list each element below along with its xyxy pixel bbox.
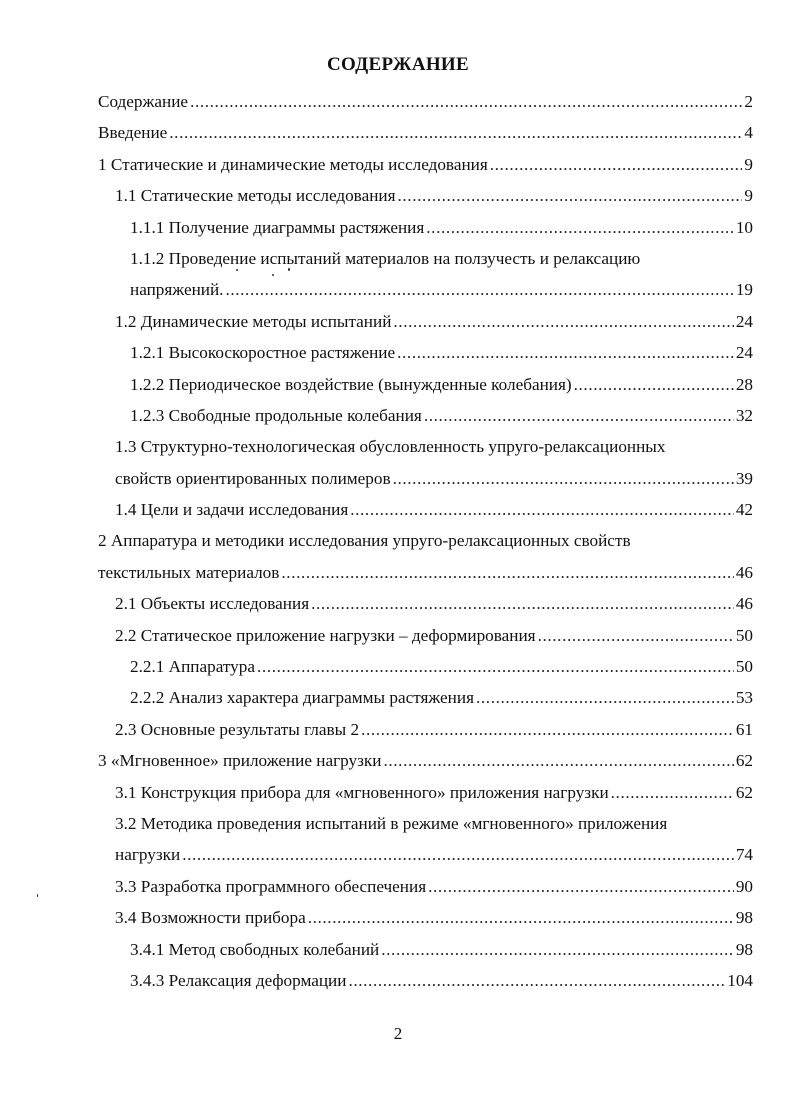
toc-entry-row: [115, 494, 753, 525]
toc-entry[interactable]: [98, 494, 753, 525]
toc-entry-row: [98, 86, 753, 117]
toc-entry-row: [115, 902, 753, 933]
toc-entry[interactable]: [98, 682, 753, 713]
toc-entry-row: [115, 871, 753, 902]
toc-entry-row: [130, 965, 753, 996]
dot-leader: [383, 745, 733, 776]
dot-leader: [169, 117, 742, 148]
toc-entry-page: 53: [735, 688, 753, 708]
toc-entry[interactable]: [98, 871, 753, 902]
toc-entry[interactable]: [98, 745, 753, 776]
toc-entry-title-line: 3.2 Методика проведения испытаний в режиме «мгновенного» приложения: [115, 813, 668, 833]
toc-entry-title: 2.2.1 Аппаратура: [130, 657, 255, 677]
toc-entry-title: 1.4 Цели и задачи исследования: [115, 500, 349, 520]
toc-entry-page: 98: [735, 908, 753, 928]
toc-entry-row: [98, 117, 753, 148]
toc-entry-row: [115, 714, 753, 745]
page-number: 2: [393, 1024, 403, 1043]
dot-leader: [424, 400, 734, 431]
toc-entry-title: 1.2.2 Периодическое воздействие (вынужденные колебания): [130, 374, 572, 394]
toc-entry-row: [115, 839, 753, 870]
toc-entry-page: 50: [735, 625, 753, 645]
toc-entry-title: 1.1 Статические методы исследования: [115, 186, 396, 206]
toc-entry[interactable]: [98, 369, 753, 400]
toc-entry[interactable]: [98, 651, 753, 682]
toc-entry-row: [130, 934, 753, 965]
toc-entry-page: 50: [735, 657, 753, 677]
toc-entry[interactable]: [98, 588, 753, 619]
toc-entry-row: [98, 149, 753, 180]
toc-entry-page: 9: [744, 154, 753, 174]
dot-leader: [257, 651, 734, 682]
toc-entry-title: 1.2.3 Свободные продольные колебания: [130, 405, 422, 425]
toc-entry[interactable]: [98, 431, 753, 494]
table-of-contents: [98, 86, 753, 996]
dot-leader: [476, 682, 734, 713]
toc-entry[interactable]: [98, 777, 753, 808]
toc-entry-title: 2.2.2 Анализ характера диаграммы растяжения: [130, 688, 474, 708]
toc-entry[interactable]: [98, 86, 753, 117]
dot-leader: [428, 871, 734, 902]
dot-leader: [308, 902, 734, 933]
toc-entry[interactable]: [98, 620, 753, 651]
toc-entry-page: 46: [735, 594, 753, 614]
toc-entry-page: 98: [735, 939, 753, 959]
toc-entry-title: 1 Статические и динамические методы исследования: [98, 154, 488, 174]
dot-leader: [490, 149, 743, 180]
toc-entry-page: 24: [735, 311, 753, 331]
toc-entry-page: 28: [735, 374, 753, 394]
toc-entry-title: 3.4.3 Релаксация деформации: [130, 970, 347, 990]
toc-entry-title: 3.4.1 Метод свободных колебаний: [130, 939, 380, 959]
toc-entry-row: [130, 212, 753, 243]
scan-speck: [272, 274, 274, 276]
toc-entry-page: 2: [744, 92, 753, 111]
toc-entry[interactable]: [98, 212, 753, 243]
toc-entry-page: 9: [744, 186, 753, 206]
toc-entry-row: [130, 337, 753, 368]
toc-entry-title: напряжений.: [130, 280, 224, 300]
scan-speck: [288, 268, 290, 271]
toc-entry-page: 39: [735, 468, 753, 488]
scan-speck: [37, 894, 38, 897]
dot-leader: [393, 463, 734, 494]
toc-entry-page: 4: [744, 123, 753, 143]
toc-entry-row: [130, 369, 753, 400]
toc-entry-page: 42: [735, 500, 753, 520]
dot-leader: [538, 620, 734, 651]
toc-entry-row: [115, 777, 753, 808]
toc-entry-row: [98, 745, 753, 776]
toc-entry[interactable]: [98, 306, 753, 337]
dot-leader: [182, 839, 734, 870]
toc-entry-title: Содержание: [98, 92, 189, 111]
toc-entry-title: нагрузки: [115, 845, 181, 865]
toc-entry-title: 2.1 Объекты исследования: [115, 594, 310, 614]
toc-entry-page: 24: [735, 343, 753, 363]
toc-entry-title: 3.3 Разработка программного обеспечения: [115, 876, 427, 896]
toc-entry-title: текстильных материалов: [98, 562, 280, 582]
toc-entry[interactable]: [98, 714, 753, 745]
dot-leader: [393, 306, 733, 337]
toc-entry[interactable]: [98, 117, 753, 148]
toc-entry-row: [130, 274, 753, 305]
toc-entry-row: [115, 620, 753, 651]
scan-speck: [236, 269, 238, 271]
toc-entry-title-line: 1.3 Структурно-технологическая обусловленность упруго-релаксационных: [115, 437, 666, 457]
toc-entry-title: 1.2 Динамические методы испытаний: [115, 311, 392, 331]
toc-entry-title-line: 2 Аппаратура и методики исследования упруго-релаксационных свойств: [98, 531, 631, 551]
toc-entry-title: 3.1 Конструкция прибора для «мгновенного» приложения нагрузки: [115, 782, 609, 802]
toc-entry-title-line: 1.1.2 Проведение испытаний материалов на ползучесть и релаксацию: [130, 248, 641, 268]
toc-entry-row: [98, 557, 753, 588]
toc-entry-page: 10: [735, 217, 753, 237]
toc-entry-row: [115, 306, 753, 337]
toc-entry-row: [130, 651, 753, 682]
toc-entry-page: 32: [735, 405, 753, 425]
toc-entry-title: 3 «Мгновенное» приложение нагрузки: [98, 751, 382, 771]
toc-entry-title: 3.4 Возможности прибора: [115, 908, 306, 928]
toc-entry-title: 2.3 Основные результаты главы 2: [115, 719, 360, 739]
dot-leader: [348, 965, 725, 996]
toc-entry[interactable]: [98, 808, 753, 871]
toc-entry-row: [130, 682, 753, 713]
toc-entry-title: свойств ориентированных полимеров: [115, 468, 391, 488]
toc-entry-title: 1.2.1 Высокоскоростное растяжение: [130, 343, 396, 363]
toc-entry-title: 1.1.1 Получение диаграммы растяжения: [130, 217, 425, 237]
toc-entry-row: [115, 588, 753, 619]
dot-leader: [361, 714, 734, 745]
page-title: СОДЕРЖАНИЕ: [327, 54, 469, 75]
dot-leader: [350, 494, 734, 525]
dot-leader: [311, 588, 734, 619]
toc-entry[interactable]: [98, 337, 753, 368]
toc-entry-title: Введение: [98, 123, 168, 143]
dot-leader: [398, 180, 743, 211]
dot-leader: [190, 86, 742, 117]
dot-leader: [574, 369, 734, 400]
dot-leader: [225, 274, 733, 305]
toc-entry-page: 104: [727, 970, 753, 990]
toc-entry-page: 62: [735, 782, 753, 802]
toc-entry[interactable]: [98, 965, 753, 996]
toc-entry[interactable]: [98, 149, 753, 180]
toc-entry-row: [115, 180, 753, 211]
toc-entry-row: [130, 400, 753, 431]
dot-leader: [426, 212, 734, 243]
toc-entry[interactable]: [98, 902, 753, 933]
toc-entry-title: 2.2 Статическое приложение нагрузки – деформирования: [115, 625, 536, 645]
toc-entry-page: 90: [735, 876, 753, 896]
dot-leader: [611, 777, 734, 808]
toc-entry-page: 19: [735, 280, 753, 300]
toc-entry-page: 62: [735, 751, 753, 771]
toc-entry[interactable]: [98, 180, 753, 211]
toc-entry[interactable]: [98, 400, 753, 431]
toc-entry-page: 74: [735, 845, 753, 865]
dot-leader: [397, 337, 734, 368]
toc-entry[interactable]: [98, 934, 753, 965]
toc-entry-row: [115, 463, 753, 494]
toc-entry[interactable]: [98, 525, 753, 588]
toc-entry-page: 46: [735, 562, 753, 582]
dot-leader: [381, 934, 734, 965]
dot-leader: [281, 557, 733, 588]
toc-entry[interactable]: [98, 243, 753, 306]
toc-entry-page: 61: [735, 719, 753, 739]
